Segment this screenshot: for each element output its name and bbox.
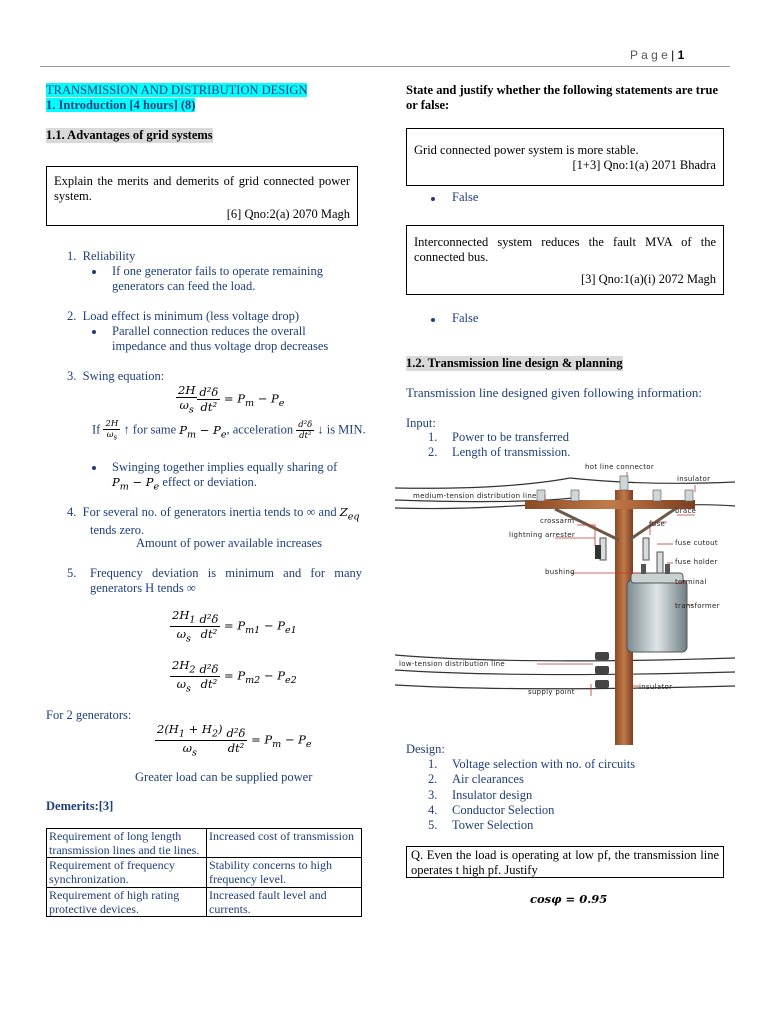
doc-subtitle: 1. Introduction [4 hours] (8) [46,98,196,112]
table-row [47,858,362,887]
equation-gen-1: $\frac{2H_1}{\omega_s}$ $\frac{\text{d²δ}}{\text{dt²}}$ = $P_{m1} - P_{e1}$ [172,608,297,645]
section-heading-1-2: 1.2. Transmission line design & planning [406,356,623,370]
lt-insulators [595,652,609,688]
table-row [47,887,362,916]
list-item: 3. Insulator design [428,787,533,802]
list-item: 2. Air clearances [428,772,524,787]
table-cell: Increased fault level and currents. [207,887,362,916]
label-mt-line: medium-tension distribution line [413,492,537,500]
section-heading-1-1: 1.1. Advantages of grid systems [46,128,213,142]
design-label: Design: [406,742,445,756]
label-lt-line: low-tension distribution line [399,660,505,668]
bullet-dot [92,330,96,334]
list-item-1-bullet: If one generator fails to operate remaining generators can feed the load. [112,264,324,294]
list-item-5: 5. Frequency deviation is minimum and for many generators H tends ∞ [67,566,362,596]
label-bushing: bushing [545,568,575,576]
for-2-generators: For 2 generators: [46,708,132,722]
page-header: P a g e | 1 [630,48,685,62]
doc-title: TRANSMISSION AND DISTRIBUTION DESIGN [46,83,308,97]
bullet-dot [92,270,96,274]
list-item: 1. Power to be transferred [428,430,569,444]
question-text: Q. Even the load is operating at low pf, the transmission line operates t high pf. Justify [411,848,719,878]
label-terminal: terminal [675,578,707,586]
label-transformer: transformer [675,602,720,610]
state-justify-heading: State and justify whether the following statements are true or false: [406,83,718,113]
tl-intro: Transmission line designed given following information: [406,385,702,400]
list-item-4: 4. For several no. of generators inertia tends to ∞ and $Z_{eq}$ tends zero. [67,505,360,537]
question-ref: [6] Qno:2(a) 2070 Magh [226,206,350,221]
list-item-2-bullet: Parallel connection reduces the overall impedance and thus voltage drop decreases [112,324,329,354]
design-list [428,757,635,833]
table-cell: Increased cost of transmission [207,829,362,858]
demerits-table [46,828,362,917]
question-text: Explain the merits and demerits of grid connected power system. [54,174,350,204]
label-brace: brace [675,507,697,515]
answer-1: False [452,190,479,204]
label-hot-line: hot line connector [585,463,655,471]
question-box-pf [406,846,724,878]
statement-text: Grid connected power system is more stable. [414,143,639,157]
statement-text: Interconnected system reduces the fault MVA of the connected bus. [414,235,716,265]
list-item: 2. Length of transmission. [428,445,571,460]
cos-phi: cosφ = 0.95 [530,892,608,906]
list-item: 5. Tower Selection [428,818,534,832]
statement-ref: [1+3] Qno:1(a) 2071 Bhadra [572,158,716,173]
list-item-3: 3. Swing equation: [67,369,165,383]
bullet-dot [92,466,96,470]
label-crossarm: crossarm [540,517,575,525]
label-fuse: fuse [649,520,666,528]
page-number: 1 [677,48,685,62]
crossarm [525,500,695,509]
greater-load-text: Greater load can be supplied power [135,770,313,784]
table-cell: Stability concerns to high frequency level. [207,858,362,887]
utility-pole-diagram [395,460,735,745]
list-item: 4. Conductor Selection [428,802,555,817]
bullet-dot [431,318,435,322]
statement-ref: [3] Qno:1(a)(i) 2072 Magh [580,271,716,286]
transformer [627,580,687,652]
label-fuse-cutout: fuse cutout [675,539,718,547]
label-insulator-bottom: insulator [639,683,673,691]
swing-equation: $\frac{2H}{\omega_s}$ $\frac{\text{d²δ}}{\text{dt²}}$ = $P_m - P_e$ [178,383,285,416]
input-list [428,430,570,461]
demerits-heading: Demerits:[3] [46,799,114,813]
list-item-2: 2. Load effect is minimum (less voltage drop) [67,309,300,323]
statement-box-2 [406,225,724,295]
question-box-merits [46,166,358,226]
equation-gen-2: $\frac{2H_2}{\omega_s}$ $\frac{\text{d²δ}}{\text{dt²}}$ = $P_{m2} - P_{e2}$ [172,658,297,695]
input-label: Input: [406,416,436,430]
page-label: P a g e [630,48,668,62]
table-cell: Requirement of frequency synchronization. [47,858,207,887]
list-item-1: 1. Reliability [67,249,136,263]
item-4-sub: Amount of power available increases [136,536,323,550]
header-rule [40,66,730,67]
table-row [47,829,362,858]
table-cell: Requirement of high rating protective devices. [47,887,207,916]
list-item: 1. Voltage selection with no. of circuits [428,757,636,771]
label-fuse-holder: fuse holder [675,558,718,566]
swing-condition: If $\frac{2H}{\omega_s}$ ↑ for same $P_m - P_e$, acceleration $\frac{\text{d²δ}}{\text{dt²}}$ ↓ is MIN. [92,419,366,443]
label-insulator-top: insulator [677,475,711,483]
answer-2: False [452,311,479,325]
swing-bullet: Swinging together implies equally sharing of $P_m - P_e$ effect or deviation. [112,460,338,493]
label-lightning: lightning arrester [509,531,576,539]
label-supply-point: supply point [528,688,575,696]
statement-box-1 [406,128,724,186]
bullet-dot [431,197,435,201]
equation-combined: $\frac{2(H_1 + H_2)}{\omega_s}$ $\frac{\text{d²δ}}{\text{dt²}}$ = $P_m - P_e$ [157,722,312,759]
table-cell: Requirement of long length transmission lines and tie lines. [47,829,207,858]
lightning-arrester [595,545,601,559]
